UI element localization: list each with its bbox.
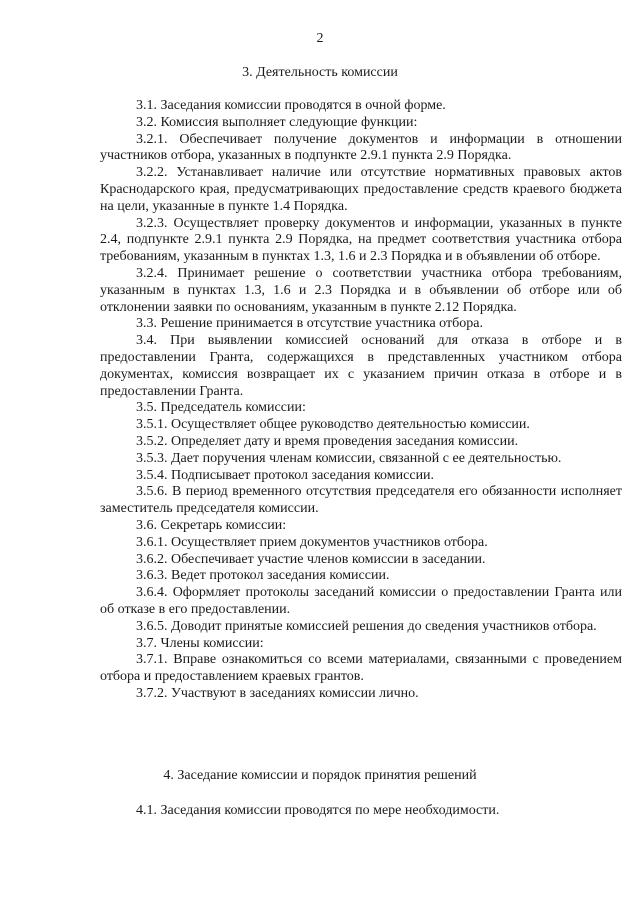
paragraph: 4.1. Заседания комиссии проводятся по мере необходимости. — [136, 803, 500, 818]
paragraph: 3.4. При выявлении комиссией оснований для отказа в отборе и в предоставлении Гранта, содержащихся в представленных участником отбора документах, комиссия возвращает их с указанием причин отказа в отборе и в предоставлении Гранта. — [100, 333, 622, 399]
section-heading: 4. Заседание комиссии и порядок принятия решений — [163, 768, 477, 783]
paragraph: 3.6.4. Оформляет протоколы заседаний комиссии о предоставлении Гранта или об отказе в его предоставлении. — [100, 585, 622, 617]
paragraph: 3.5.1. Осуществляет общее руководство деятельностью комиссии. — [136, 417, 530, 433]
paragraph: 3.5.2. Определяет дату и время проведения заседания комиссии. — [136, 433, 519, 449]
paragraph: 3.3. Решение принимается в отсутствие участника отбора. — [136, 316, 483, 332]
paragraph: 3.6.3. Ведет протокол заседания комиссии. — [136, 568, 390, 584]
paragraph: 3.1. Заседания комиссии проводятся в очной форме. — [136, 98, 446, 113]
paragraph: 3.2. Комиссия выполняет следующие функции: — [136, 114, 418, 130]
paragraph: 3.2.3. Осуществляет проверку документов и информации, указанных в пункте 2.4, подпункте 2.9.1 пункта 2.9 Порядка, на предмет соответствия участника отбора требованиям, указанным в пунктах 1.3, 1.6 и 2.3 Порядка и в объявлении об отборе. — [100, 215, 622, 265]
paragraph: 3.2.4. Принимает решение о соответствии участника отбора требованиям, указанным в пунктах 1.3, 1.6 и 2.3 Порядка и в объявлении об отборе или об отклонении заявки по основаниям, указанным в пункте 2.12 Порядка. — [100, 265, 622, 315]
paragraph: 3.5.4. Подписывает протокол заседания комиссии. — [136, 467, 435, 483]
page-number: 2 — [316, 31, 324, 46]
paragraph: 3.2.2. Устанавливает наличие или отсутствие нормативных правовых актов Краснодарского края, предусматривающих предоставление средств краевого бюджета на цели, указанные в пункте 1.4 Порядка. — [100, 165, 622, 214]
paragraph: 3.6.1. Осуществляет прием документов участников отбора. — [136, 534, 488, 550]
paragraph: 3.7. Члены комиссии: — [136, 635, 264, 651]
section-body — [100, 803, 622, 820]
paragraph: 3.5.6. В период временного отсутствия председателя его обязанности исполняет заместитель председателя комиссии. — [100, 484, 622, 517]
paragraph: 3.6.5. Доводит принятые комиссией решения до сведения участников отбора. — [136, 618, 597, 634]
paragraph: 3.2.1. Обеспечивает получение документов и информации в отношении участников отбора, указанных в подпункте 2.9.1 пункта 2.9 Порядка. — [100, 131, 622, 164]
paragraph: 3.6. Секретарь комиссии: — [136, 517, 287, 533]
paragraph: 3.5. Председатель комиссии: — [136, 400, 306, 416]
paragraph: 3.7.1. Вправе ознакомиться со всеми материалами, связанными с проведением отбора и предоставлением краевых грантов. — [100, 652, 622, 685]
section-heading: 3. Деятельность комиссии — [242, 65, 398, 80]
paragraph: 3.5.3. Дает поручения членам комиссии, связанной с ее деятельностью. — [136, 450, 562, 466]
paragraph: 3.7.2. Участвуют в заседаниях комиссии лично. — [136, 685, 419, 701]
paragraph: 3.6.2. Обеспечивает участие членов комиссии в заседании. — [136, 551, 486, 567]
section-body — [100, 98, 622, 703]
